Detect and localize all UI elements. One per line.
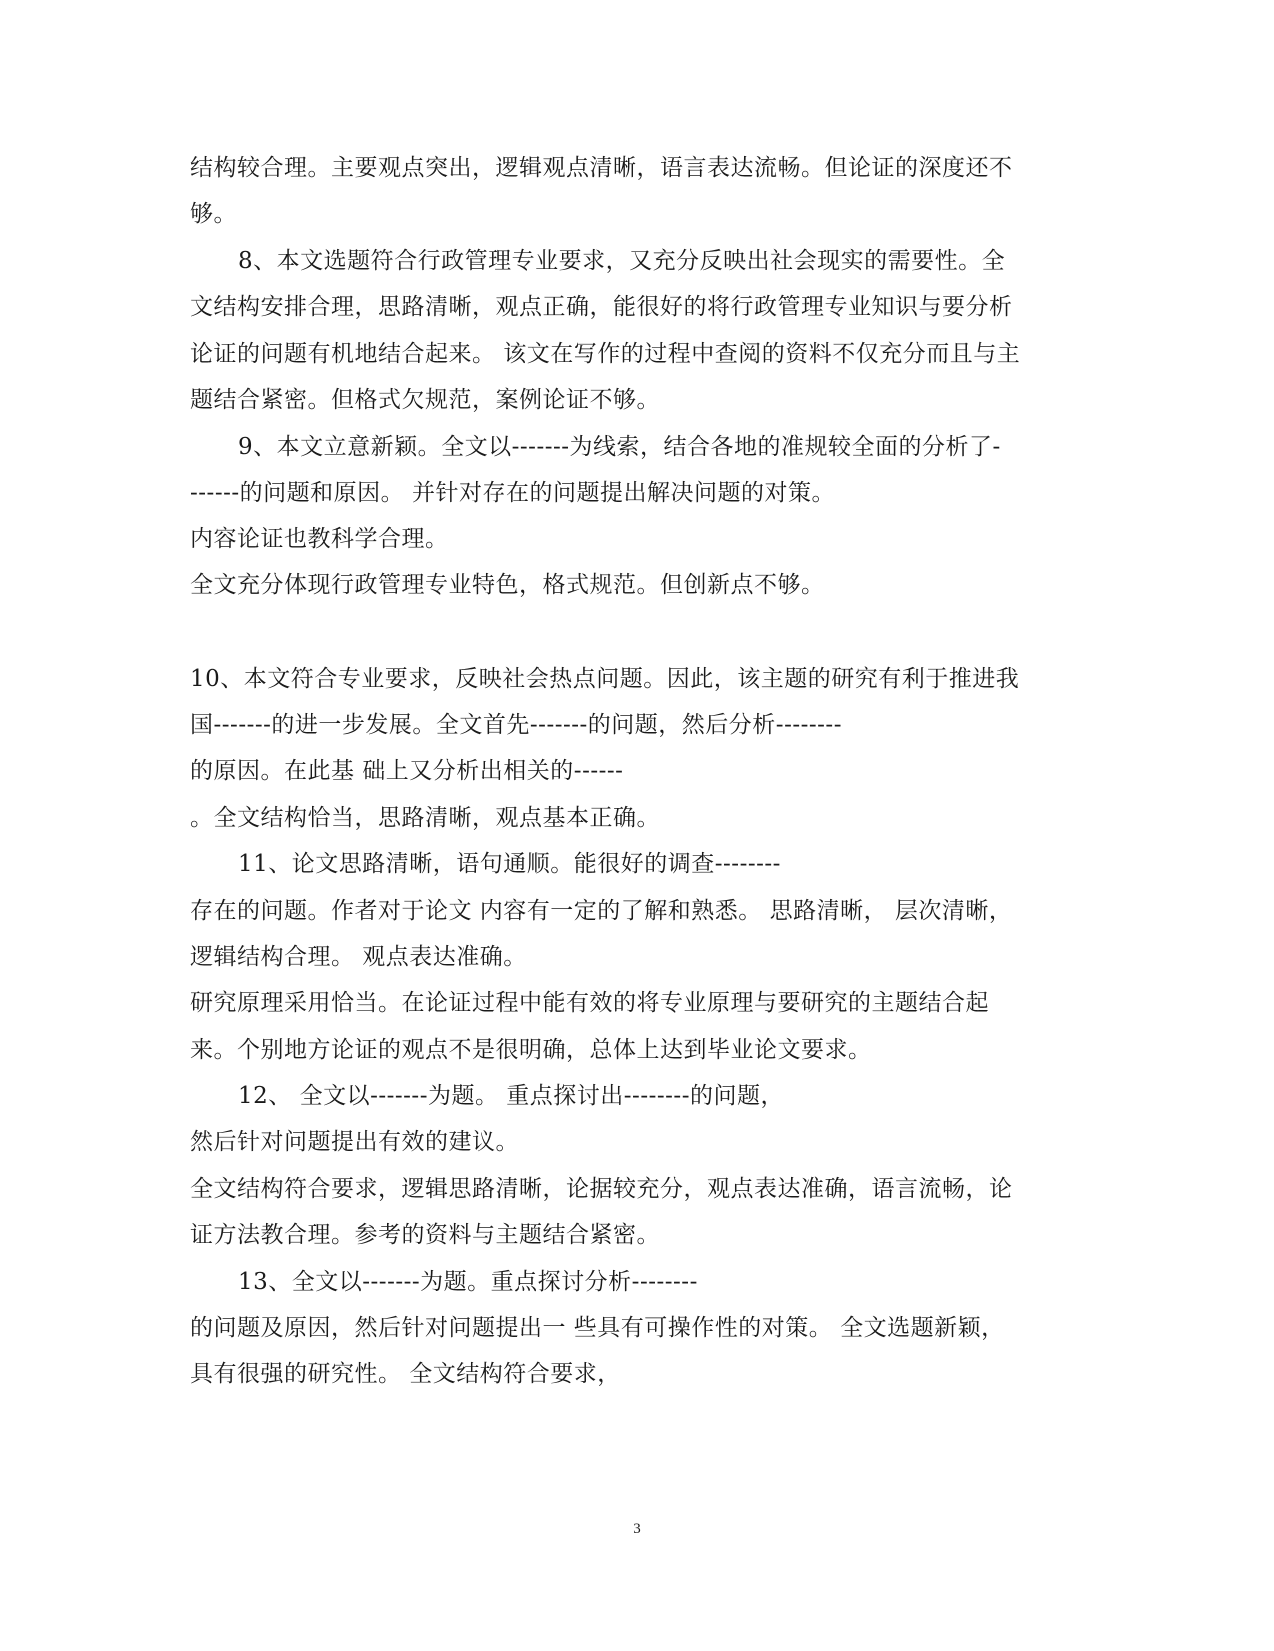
text-line: 全文结构符合要求，逻辑思路清晰，论据较充分，观点表达准确，语言流畅，论 (190, 1176, 1013, 1202)
text-line: 研究原理采用恰当。在论证过程中能有效的将专业原理与要研究的主题结合起 (190, 990, 989, 1016)
text-line: ------的问题和原因。 并针对存在的问题提出解决问题的对策。 (190, 480, 835, 506)
text-line: 内容论证也教科学合理。 (190, 526, 449, 552)
text-line: 论证的问题有机地结合起来。 该文在写作的过程中查阅的资料不仅充分而且与主 (190, 341, 1021, 367)
text-line: 。全文结构恰当，思路清晰，观点基本正确。 (190, 805, 660, 831)
page-number: 3 (633, 1521, 641, 1537)
text-line: 8、本文选题符合行政管理专业要求，又充分反映出社会现实的需要性。全 (238, 248, 1006, 274)
text-line: 逻辑结构合理。 观点表达准确。 (190, 944, 527, 970)
text-line: 11、论文思路清晰，语句通顺。能很好的调查-------- (238, 851, 781, 877)
text-line: 13、全文以-------为题。重点探讨分析-------- (238, 1269, 698, 1295)
text-line: 题结合紧密。但格式欠规范，案例论证不够。 (190, 387, 660, 413)
text-line: 来。个别地方论证的观点不是很明确，总体上达到毕业论文要求。 (190, 1037, 872, 1063)
text-line: 然后针对问题提出有效的建议。 (190, 1129, 519, 1155)
text-line: 的原因。在此基 础上又分析出相关的------ (190, 758, 624, 784)
text-line: 9、本文立意新颖。全文以-------为线索，结合各地的准规较全面的分析了- (238, 434, 1001, 460)
text-line: 具有很强的研究性。 全文结构符合要求， (190, 1361, 621, 1387)
text-line: 证方法教合理。参考的资料与主题结合紧密。 (190, 1222, 660, 1248)
text-line: 存在的问题。作者对于论文 内容有一定的了解和熟悉。 思路清晰， 层次清晰， (190, 898, 1013, 924)
text-line: 够。 (190, 201, 237, 227)
text-line: 结构较合理。主要观点突出，逻辑观点清晰，语言表达流畅。但论证的深度还不 (190, 155, 1013, 181)
text-line: 10、本文符合专业要求，反映社会热点问题。因此，该主题的研究有利于推进我 (190, 666, 1020, 692)
text-line: 国-------的进一步发展。全文首先-------的问题，然后分析-------- (190, 712, 842, 738)
text-line: 12、 全文以-------为题。 重点探讨出--------的问题， (238, 1083, 784, 1109)
text-line: 的问题及原因，然后针对问题提出一 些具有可操作性的对策。 全文选题新颖， (190, 1315, 1005, 1341)
text-line: 全文充分体现行政管理专业特色，格式规范。但创新点不够。 (190, 572, 825, 598)
text-line: 文结构安排合理，思路清晰，观点正确，能很好的将行政管理专业知识与要分析 (190, 294, 1013, 320)
